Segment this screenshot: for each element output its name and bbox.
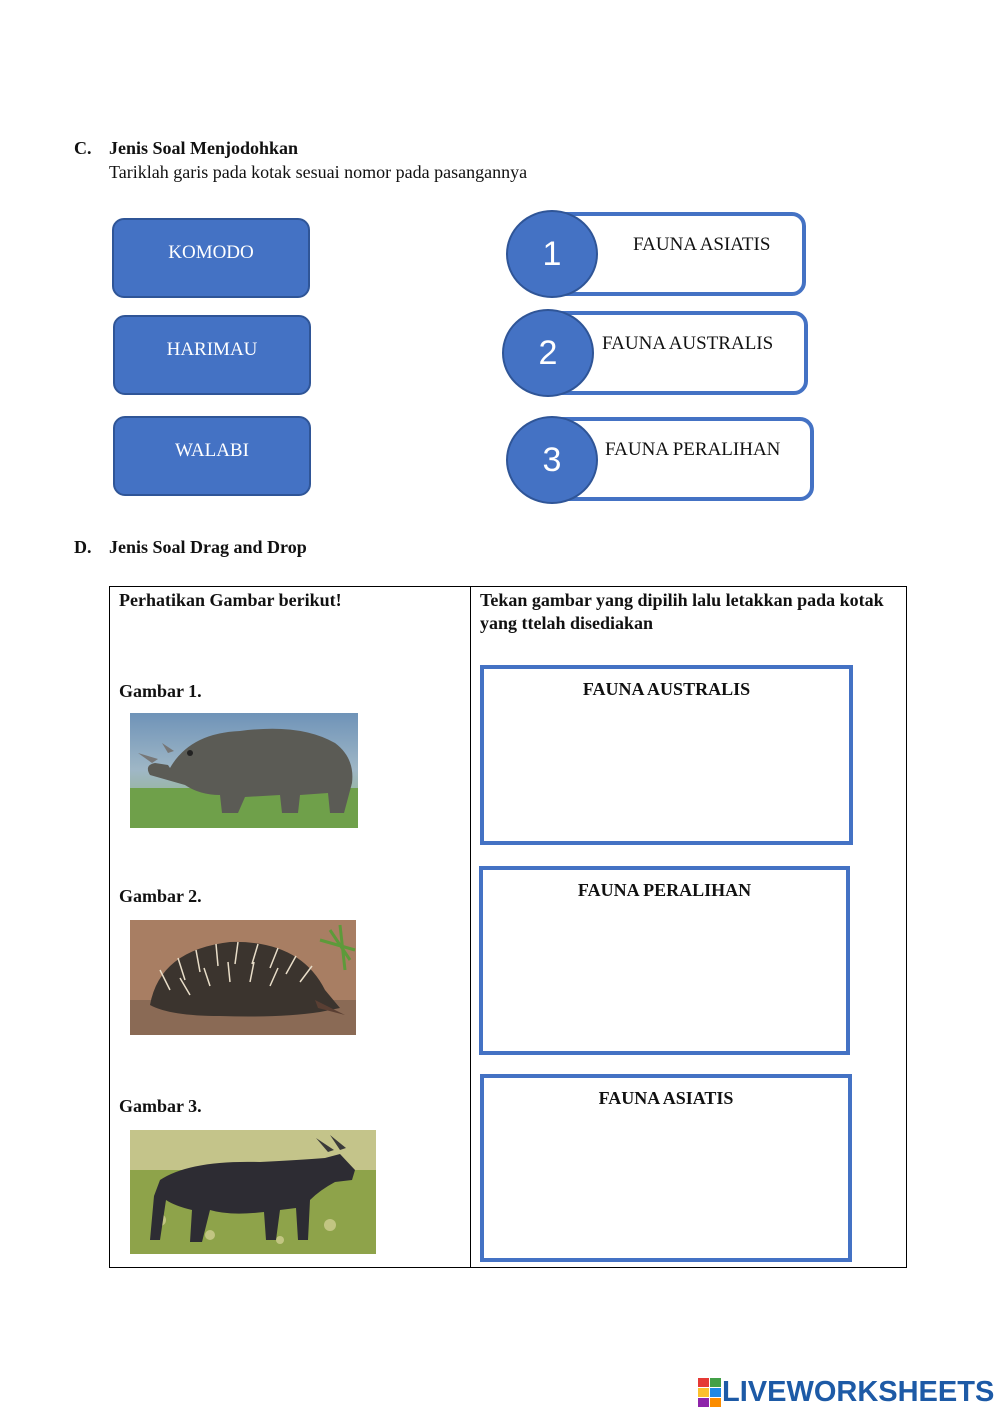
section-d-letter: D. [74, 537, 92, 557]
rhinoceros-image[interactable] [130, 713, 358, 828]
liveworksheets-logo-icon [698, 1376, 722, 1410]
drop-zone-title-asiatis: FAUNA ASIATIS [598, 1088, 734, 1108]
match-left-walabi[interactable]: WALABI [113, 416, 311, 496]
drop-zone-title-peralihan: FAUNA PERALIHAN [577, 880, 752, 900]
drop-zone-fauna-asiatis[interactable] [480, 1074, 852, 1262]
gambar-2-label: Gambar 2. [119, 886, 202, 906]
section-d-title: Jenis Soal Drag and Drop [109, 537, 307, 557]
drop-zone-fauna-peralihan[interactable] [479, 866, 850, 1055]
match-right-label-1: FAUNA ASIATIS [633, 234, 771, 255]
match-right-label-3: FAUNA PERALIHAN [605, 439, 781, 460]
match-number-1[interactable]: 1 [506, 210, 598, 298]
match-number-2[interactable]: 2 [502, 309, 594, 397]
gambar-1-label: Gambar 1. [119, 681, 202, 701]
echidna-image[interactable] [130, 920, 356, 1035]
match-number-3[interactable]: 3 [506, 416, 598, 504]
match-right-label-2: FAUNA AUSTRALIS [602, 333, 774, 354]
anoa-image[interactable] [130, 1130, 376, 1254]
match-left-harimau[interactable]: HARIMAU [113, 315, 311, 395]
drop-zone-fauna-australis[interactable] [480, 665, 853, 845]
drop-zone-title-australis: FAUNA AUSTRALIS [582, 679, 751, 699]
section-c-letter: C. [74, 138, 92, 158]
match-left-komodo[interactable]: KOMODO [112, 218, 310, 298]
section-c-title: Jenis Soal Menjodohkan [109, 138, 299, 158]
left-column-header: Perhatikan Gambar berikut! [119, 590, 342, 610]
right-column-header: Tekan gambar yang dipilih lalu letakkan pada kotak yang ttelah disediakan [480, 590, 884, 633]
section-c-instruction: Tariklah garis pada kotak sesuai nomor pada pasangannya [109, 162, 528, 182]
table-divider [470, 586, 471, 1268]
liveworksheets-brand[interactable]: LIVEWORKSHEETS [722, 1376, 995, 1408]
gambar-3-label: Gambar 3. [119, 1096, 202, 1116]
